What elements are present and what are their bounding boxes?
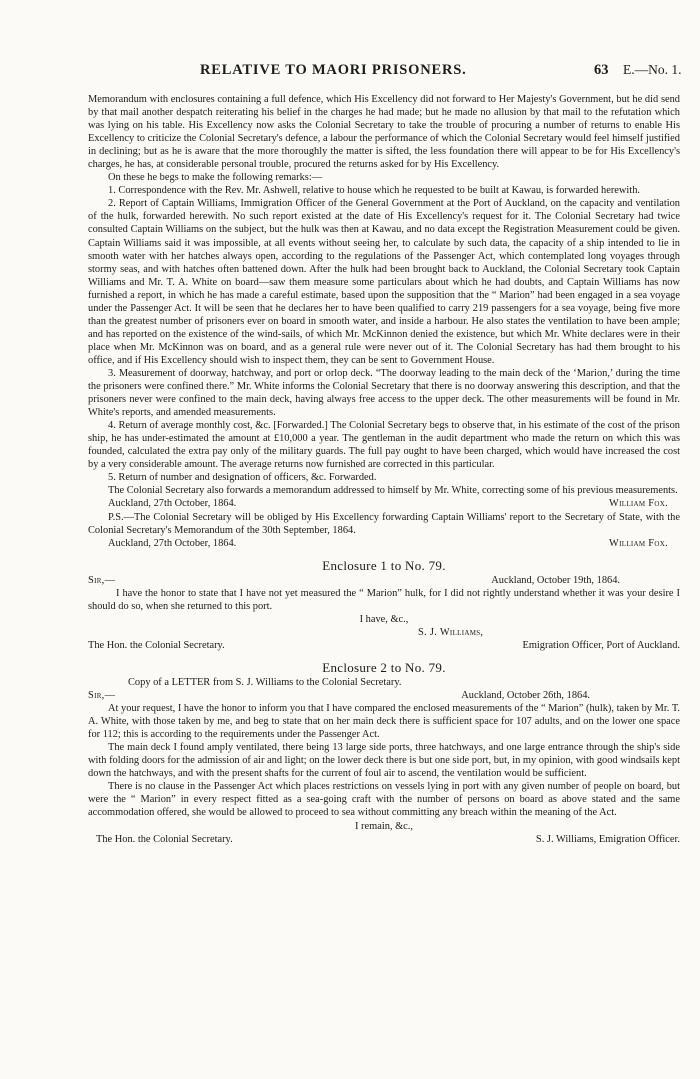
ps-signature-line — [88, 537, 680, 550]
page-number: 63 — [594, 62, 609, 78]
enclosure-2-heading: Enclosure 2 to No. 79. — [322, 659, 446, 675]
memo-item-4: 4. Return of average monthly cost, &c. [Forwarded.] The Colonial Secretary begs to observe that, in his estimate of the cost of the prison ship, he has under-estimated the amount at £10,000 a year. The gentleman in the audit department who made the return on which this was founded, calculated the extra pay only of the military guards. The full pay ought to have been charged, which would have increased the cost by a very considerable amount. The average returns now furnished are corrected in this particular. — [88, 420, 680, 471]
enclosure-2-paragraph-3: There is no clause in the Passenger Act which places restrictions on vessels lying in port with any given number of people on board, but were the “ Marion” in every respect fitted as a sea-going craft with the number of persons on board as above stated and the same accommodation offered, she would be allowed to proceed to sea without committing any breach within the meaning of the Act. — [88, 781, 680, 819]
enclosure-1 — [88, 559, 680, 652]
enclosure-2-salutation: Sir,— — [88, 690, 116, 702]
enclosure-2-place-date: Auckland, October 26th, 1864. — [461, 690, 590, 702]
memo-item-3: 3. Measurement of doorway, hatchway, and port or orlop deck. “The doorway leading to the main deck of the ‘Marion,’ during the time the prisoners were confined there.” Mr. White informs the Colonial Secretary that there is no doorway answering this description, and that the prisoners never were confined to the main deck, having always free access to the upper deck. The other measurements will be found in Mr. White's reports, and amended measurements. — [88, 367, 680, 419]
enclosure-2-paragraph-2: The main deck I found amply ventilated, there being 13 large side ports, three hatchways, and one large entrance through the ship's side with folding doors for the admission of air and light; on the lower deck there is but one side port, but, in my opinion, with good windsails kept down the hatchways, and with the present shafts for the current of foul air to ascend, the ventilation would be sufficient. — [88, 742, 680, 780]
enclosure-2-copy-line: Copy of a LETTER from S. J. Williams to the Colonial Secretary. — [128, 677, 402, 689]
enclosure-2-salutation-row — [88, 689, 680, 702]
sheet-reference: E.—No. 1. — [623, 62, 682, 77]
memorandum — [88, 93, 680, 550]
memo-intro-paragraph: Memorandum with enclosures containing a full defence, which His Excellency did not forward to Her Majesty's Government, but he did send by that mail another despatch reiterating his belief in the charges he had made; but he made no allusion by that mail to the refutation which was lying on his table. His Excellency now asks the Colonial Secretary to take the trouble of procuring a number of returns to enable His Excellency to criticize the Colonial Secretary's defence, a labour the performance of which the Colonial Secretary would feel himself justified in declining; but as he is aware that the more thoroughly the matter is sifted, the less foundation there will appear to be for His Excellency's charges, he has, at considerable personal trouble, procured the returns asked for by His Excellency. — [88, 94, 680, 171]
memo-forwards-paragraph: The Colonial Secretary also forwards a memorandum addressed to himself by Mr. White, correcting some of his previous measurements. — [108, 485, 678, 497]
enclosure-2-closing: I remain, &c., — [355, 820, 413, 832]
memo-place-date: Auckland, 27th October, 1864. — [108, 498, 237, 510]
memo-signature: William Fox. — [609, 498, 668, 510]
running-title: RELATIVE TO MAORI PRISONERS. — [200, 62, 467, 78]
enclosure-1-body: I have the honor to state that I have not yet measured the “ Marion” hulk, for I did not rightly understand whether it was your desire I should do so, when she returned to this port. — [88, 587, 680, 612]
enclosure-2-signature: S. J. Williams, Emigration Officer. — [535, 833, 680, 845]
enclosure-2-paragraph-1: At your request, I have the honor to inform you that I have compared the enclosed measurements of the “ Marion” (hulk), taken by Mr. T. A. White, with those taken by me, and beg to state that on her main deck there is sufficient space for 107 adults, and on the lower one space for 112; this is according to the requirements under the Passenger Act. — [88, 703, 680, 741]
page-header — [0, 62, 700, 82]
memo-postscript: P.S.—The Colonial Secretary will be obliged by His Excellency forwarding Captain Williams' report to the Secretary of State, with the Colonial Secretary's Memorandum of the 30th September, 1864. — [88, 511, 680, 536]
memo-signature-line — [88, 497, 680, 510]
enclosure-1-signature: S. J. Williams, — [418, 626, 484, 638]
ps-signature: William Fox. — [609, 537, 668, 549]
memo-item-5: 5. Return of number and designation of officers, &c. Forwarded. — [108, 472, 377, 484]
enclosure-2 — [88, 661, 680, 846]
enclosure-1-salutation-row — [88, 574, 680, 587]
memo-remarks-line: On these he begs to make the following remarks:— — [108, 172, 323, 184]
enclosure-1-title: Emigration Officer, Port of Auckland. — [522, 639, 680, 651]
enclosure-1-place-date: Auckland, October 19th, 1864. — [491, 574, 620, 586]
enclosure-2-addressee: The Hon. the Colonial Secretary. — [96, 833, 233, 845]
enclosure-2-footer-row — [88, 833, 680, 846]
enclosure-1-addressee: The Hon. the Colonial Secretary. — [88, 639, 225, 651]
enclosure-1-salutation: Sir,— — [88, 574, 116, 586]
document-body — [88, 93, 680, 846]
enclosure-1-closing: I have, &c., — [359, 613, 409, 625]
memo-item-1: 1. Correspondence with the Rev. Mr. Ashwell, relative to house which he requested to be built at Kawau, is forwarded herewith. — [108, 185, 640, 197]
memo-item-2: 2. Report of Captain Williams, Immigration Officer of the General Government at the Port of Auckland, on the capacity and ventilation of the hulk, forwarded herewith. No such report existed at the date of His Excellency's request for it. The Colonial Secretary had twice consulted Captain Williams on the subject, but the hulk was then at Kawau, and no data except the Registration Measurement could be given. Captain Williams said it was impossible, at all events without seeing her, to calculate by such data, the capacity of a ship intended to lie in smooth water with her hatches always open, according to the regulations of the Passenger Act, which contemplated long voyages through stormy seas, and with hatches often battened down. After the hulk had been brought back to Auckland, the Colonial Secretary took Captain Williams and Mr. T. A. White on board—saw them measure some particulars about which he had doubts, and Captain Williams has now furnished a report, in which he has made a careful estimate, based upon the supposition that the “ Marion” had been engaged in a sea voyage under the Passenger Act. It will be seen that he declares her to have been qualified to carry 219 passengers for a sea voyage, being five more than the greatest number of prisoners ever on board in smooth water, and inside a harbour. He also states the ventilation to have been ample; and has reported on the existence of the wind-sails, of which Mr. McKinnon denied the existence, but which Mr. White declares were in their place when Mr. McKinnon was on board, and as a general rule were never out of it. The Colonial Secretary has had them brought to his office, and if His Excellency should wish to inspect them, they can be sent to Government House. — [88, 198, 680, 366]
ps-place-date: Auckland, 27th October, 1864. — [108, 537, 237, 549]
enclosure-1-heading: Enclosure 1 to No. 79. — [322, 557, 446, 573]
enclosure-1-footer-row — [88, 639, 680, 652]
